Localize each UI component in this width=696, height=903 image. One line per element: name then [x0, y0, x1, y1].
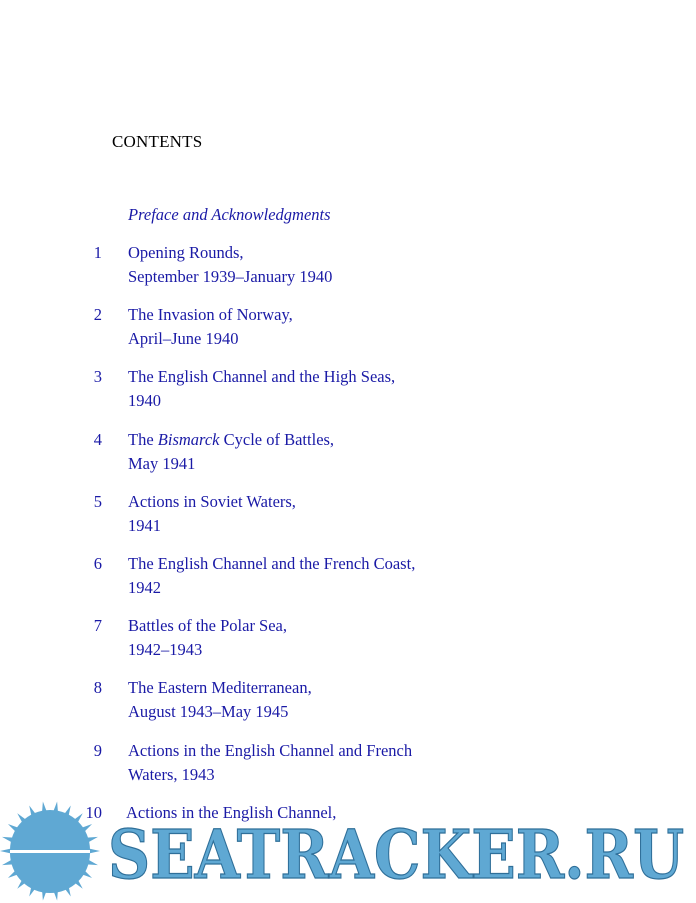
toc-entry-link[interactable]: [128, 552, 458, 600]
toc-entry-title: Opening Rounds,: [128, 243, 244, 262]
toc-entry-link[interactable]: [128, 303, 458, 351]
toc-entry-number: 2: [93, 305, 102, 325]
toc-entry: [0, 490, 696, 552]
toc-entry-link[interactable]: [128, 428, 458, 476]
toc-entry-title: The Bismarck Cycle of Battles,: [128, 429, 335, 449]
toc-entry: [0, 676, 696, 738]
toc-entry-number: 4: [93, 429, 102, 449]
toc-entry-subtitle: 1942: [128, 577, 161, 597]
toc-entry: [0, 552, 696, 614]
toc-entry-subtitle: April–June 1940: [128, 329, 239, 349]
toc-entry-link[interactable]: [128, 365, 458, 413]
toc-entry-subtitle: 1942–1943: [128, 640, 203, 660]
toc-entry-subtitle: Waters, 1943: [128, 764, 215, 784]
sun-icon: [0, 802, 100, 901]
table-of-contents: [0, 241, 696, 863]
toc-entry-subtitle: 1940: [128, 391, 161, 411]
toc-entry: [0, 303, 696, 365]
toc-entry-number: 7: [93, 616, 102, 636]
page-heading: CONTENTS: [112, 132, 203, 151]
toc-entry: [0, 365, 696, 427]
toc-preface-link[interactable]: Preface and Acknowledgments: [128, 205, 331, 224]
toc-entry-link[interactable]: [128, 241, 458, 289]
toc-entry-title: Actions in the English Channel and French: [128, 740, 413, 760]
toc-entry-title: Battles of the Polar Sea,: [128, 616, 288, 636]
toc-entry-title: Actions in the English Channel,: [126, 802, 337, 822]
toc-entry-title: The English Channel and the French Coast,: [128, 553, 416, 573]
toc-entry-link[interactable]: [128, 490, 458, 538]
toc-entry-title: The Eastern Mediterranean,: [128, 678, 312, 698]
toc-entry-title: The Invasion of Norway,: [128, 305, 293, 325]
toc-entry: [0, 739, 696, 801]
toc-entry-link[interactable]: [128, 614, 458, 662]
watermark-text: SEATRACKER.RU: [108, 815, 684, 894]
toc-entry: [0, 428, 696, 490]
toc-entry-title: The English Channel and the High Seas,: [128, 367, 396, 387]
toc-entry-title: Actions in Soviet Waters,: [128, 491, 296, 511]
toc-entry-link[interactable]: [128, 676, 458, 724]
toc-entry-number: 6: [93, 553, 102, 573]
toc-entry-number: 9: [93, 740, 102, 760]
toc-entry: [0, 241, 696, 303]
toc-entry-number: 1: [93, 243, 102, 262]
toc-entry-subtitle: August 1943–May 1945: [128, 702, 289, 722]
toc-entry: [0, 614, 696, 676]
toc-entry-subtitle: September 1939–January 1940: [128, 267, 333, 286]
toc-entry-subtitle: May 1941: [128, 453, 196, 473]
toc-entry-subtitle: 1941: [128, 515, 161, 535]
toc-entry-number: 5: [93, 491, 102, 511]
watermark-logo: [0, 800, 696, 903]
toc-entry-number: 8: [93, 678, 102, 698]
toc-entry-number: 3: [93, 367, 102, 387]
toc-entry-number: 10: [85, 802, 102, 822]
toc-entry-link[interactable]: [128, 739, 458, 787]
